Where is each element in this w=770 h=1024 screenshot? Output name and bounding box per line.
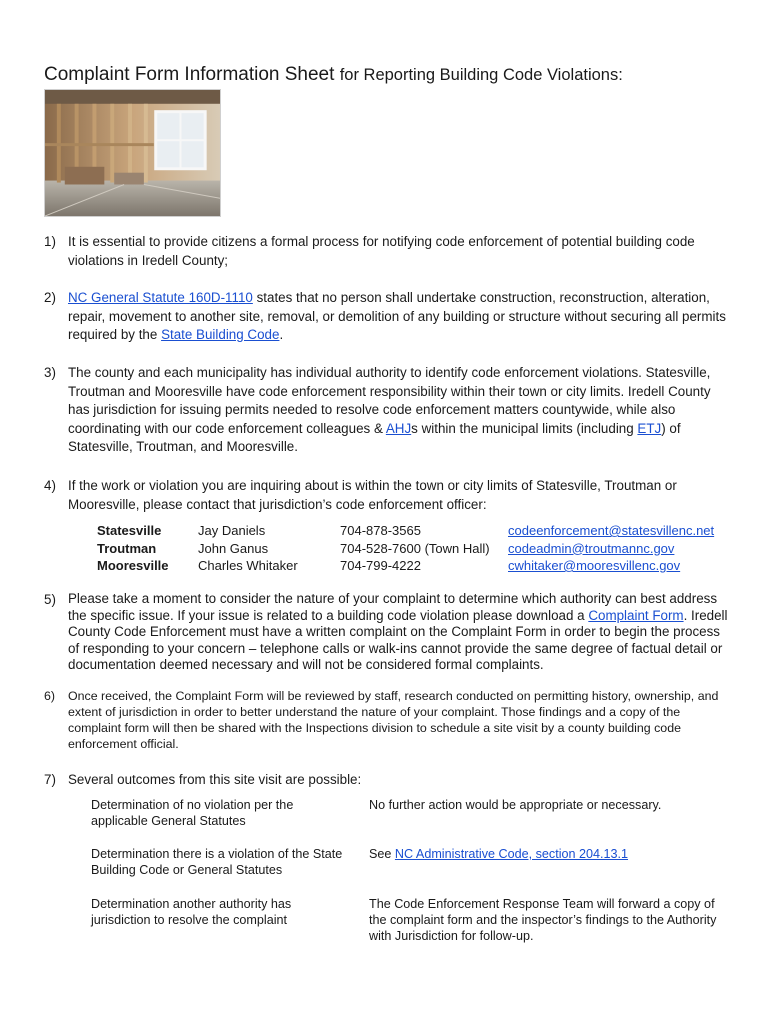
item-text: Once received, the Complaint Form will be reviewed by staff, research conducted on permitting history, ownership, and extent of jurisdiction in order to better understand the nature of your complaint. Those findings and a copy of the complaint form will then be shared with the Inspections division to schedule a site visit by a county building code enforcement official. [68, 689, 719, 751]
item-text: The county and each municipality has individual authority to identify code enforcement violations. Statesville, Troutman and Mooresville have code enforcement responsibility within their town or city limits. Iredell County has jurisdiction for issuing permits needed to resolve code enforcement matters countywide, while also coordinating with our code enforcement colleagues & AHJs within the municipal limits (including ETJ) of Statesville, Troutman, and Mooresville. [68, 365, 711, 454]
item-text: Several outcomes from this site visit are possible: [68, 772, 362, 787]
contact-name: John Ganus [198, 540, 269, 556]
outcome-action: See NC Administrative Code, section 204.13.1 [369, 847, 629, 861]
state-building-code-link[interactable]: State Building Code [161, 327, 280, 342]
title-sub: for Reporting Building Code Violations: [339, 66, 623, 84]
contact-city: Troutman [97, 540, 157, 556]
list-item-6 [44, 688, 734, 752]
item-number: 2) [44, 290, 56, 305]
outcomes-table [91, 797, 731, 948]
item-number: 3) [44, 365, 56, 380]
item-number: 7) [44, 772, 56, 787]
outcome-determination: Determination there is a violation of the State Building Code or General Statutes [91, 847, 343, 877]
outcome-action: The Code Enforcement Response Team will forward a copy of the complaint form and the inspector’s findings to the Authority with Jurisdiction for follow-up. [369, 897, 717, 943]
contact-name: Jay Daniels [198, 523, 266, 538]
title-main: Complaint Form Information Sheet [44, 64, 335, 85]
list-item-2 [44, 289, 734, 345]
item-text: NC General Statute 160D-1110 states that no person shall undertake construction, reconstruction, alteration, repair, movement to another site, removal, or demolition of any building or structure without securing all permits required by the State Building Code. [68, 290, 726, 342]
list-item-7 [44, 771, 734, 790]
contact-city: Mooresville [97, 558, 169, 573]
contact-email-link[interactable]: codeenforcement@statesvillenc.net [508, 523, 715, 538]
contact-phone: 704-878-3565 [340, 523, 421, 538]
list-item-5 [44, 591, 734, 674]
list-item-4 [44, 477, 734, 514]
etj-link[interactable]: ETJ [637, 420, 662, 436]
item-text: It is essential to provide citizens a formal process for notifying code enforcement of potential building code violations in Iredell County; [68, 234, 695, 268]
outcome-action: No further action would be appropriate or necessary. [369, 798, 662, 812]
item-number: 5) [44, 592, 56, 607]
construction-photo [44, 89, 221, 217]
complaint-form-link[interactable]: Complaint Form [588, 607, 684, 623]
item-number: 6) [44, 689, 56, 703]
outcome-row [91, 797, 731, 846]
contact-email-link[interactable]: codeadmin@troutmannc.gov [508, 540, 675, 556]
outcome-row [91, 846, 731, 896]
nc-general-statute-link[interactable]: NC General Statute 160D-1110 [68, 290, 253, 305]
contact-phone: 704-799-4222 [340, 558, 421, 573]
item-number: 1) [44, 234, 56, 249]
list-item-3 [44, 364, 734, 457]
item-text: Please take a moment to consider the nature of your complaint to determine which authority can best address the specific issue. If your issue is related to a building code violation please download a Complaint Form. Iredell County Code Enforcement must have a written complaint on the Complaint Form in order to begin the process of responding to your concern – telephone calls or walk-ins cannot provide the same degree of factual detail or documentation deemed necessary and will not be considered formal complaints. [68, 591, 728, 672]
outcome-determination: Determination of no violation per the applicable General Statutes [91, 798, 294, 828]
contact-name: Charles Whitaker [198, 558, 298, 573]
list-item-1 [44, 233, 734, 270]
outcome-determination: Determination another authority has jurisdiction to resolve the complaint [91, 897, 292, 927]
contact-city: Statesville [97, 523, 162, 538]
ahj-link[interactable]: AHJ [385, 420, 412, 436]
contact-email-link[interactable]: cwhitaker@mooresvillenc.gov [508, 558, 681, 573]
outcome-row [91, 896, 731, 948]
nc-administrative-code-link[interactable]: NC Administrative Code, section 204.13.1 [394, 847, 629, 861]
contact-phone: 704-528-7600 (Town Hall) [340, 540, 490, 556]
page-title [44, 64, 623, 86]
item-text: If the work or violation you are inquiring about is within the town or city limits of Statesville, Troutman or Mooresville, please contact that jurisdiction’s code enforcement officer: [68, 478, 677, 512]
item-number: 4) [44, 478, 56, 493]
